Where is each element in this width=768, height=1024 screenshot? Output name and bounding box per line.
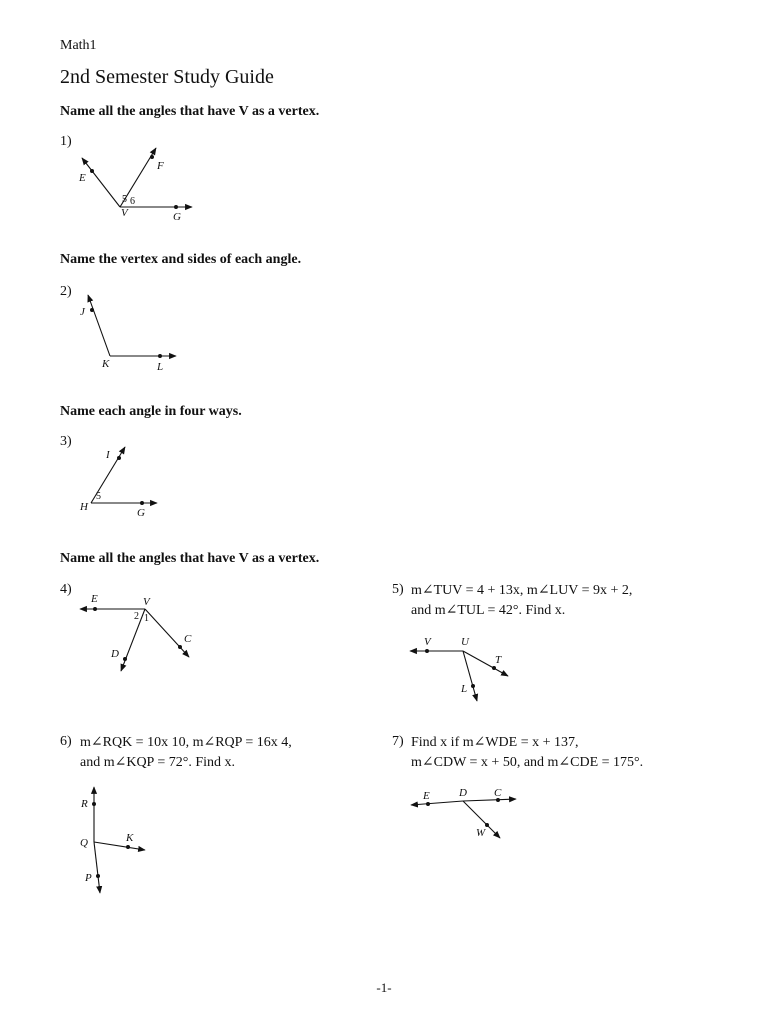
label-k: K <box>102 358 110 370</box>
angle-label-5: 5 <box>96 491 101 502</box>
label-e: E <box>91 593 98 605</box>
label-r: R <box>81 798 88 810</box>
problem-5-line-1: m∠TUV = 4 + 13x, m∠LUV = 9x + 2, <box>411 583 633 598</box>
label-t: T <box>495 654 502 666</box>
page-number: -1- <box>376 980 392 995</box>
label-g: G <box>137 507 145 519</box>
label-v: V <box>143 596 150 608</box>
angle-label-2: 2 <box>134 611 139 622</box>
instruction-1: Name all the angles that have V as a vertex. <box>60 104 320 119</box>
problem-4-number: 4) <box>60 582 72 597</box>
label-i: I <box>106 449 110 461</box>
angle-label-5: 5 <box>122 194 127 205</box>
label-k: K <box>126 832 134 844</box>
problem-5-number: 5) <box>392 582 404 597</box>
problem-7-line-1: Find x if m∠WDE = x + 137, <box>411 735 579 750</box>
label-l: L <box>157 361 164 373</box>
angle-label-1: 1 <box>144 613 149 624</box>
course-name: Math1 <box>60 38 97 53</box>
problem-3-number: 3) <box>60 434 72 449</box>
problem-6-number: 6) <box>60 734 72 749</box>
label-v: V <box>121 207 128 219</box>
label-e: E <box>423 790 430 802</box>
problem-5-line-2: and m∠TUL = 42°. Find x. <box>411 603 566 618</box>
label-j: J <box>80 306 85 318</box>
label-h: H <box>80 501 88 513</box>
label-q: Q <box>80 837 88 849</box>
problem-1-number: 1) <box>60 134 72 149</box>
label-w: W <box>476 827 486 839</box>
ray-de <box>411 801 463 805</box>
instruction-2: Name the vertex and sides of each angle. <box>60 252 302 267</box>
problem-6-line-2: and m∠KQP = 72°. Find x. <box>80 755 235 770</box>
label-d: D <box>459 787 467 799</box>
label-l: L <box>461 683 468 695</box>
label-e: E <box>79 172 86 184</box>
label-u: U <box>461 636 469 648</box>
problem-7-number: 7) <box>392 734 404 749</box>
problem-2-number: 2) <box>60 284 72 299</box>
instruction-4: Name all the angles that have V as a vertex. <box>60 551 320 566</box>
ray-dc <box>463 799 516 801</box>
label-d: D <box>111 648 119 660</box>
label-g: G <box>173 211 181 223</box>
label-f: F <box>157 160 164 172</box>
page-title: 2nd Semester Study Guide <box>60 66 274 88</box>
label-v: V <box>424 636 431 648</box>
angle-label-6: 6 <box>130 196 135 207</box>
label-c: C <box>184 633 192 645</box>
label-c: C <box>494 787 502 799</box>
instruction-3: Name each angle in four ways. <box>60 404 242 419</box>
label-p: P <box>85 872 92 884</box>
problem-7-line-2: m∠CDW = x + 50, and m∠CDE = 175°. <box>411 755 644 770</box>
problem-6-line-1: m∠RQK = 10x 10, m∠RQP = 16x 4, <box>80 735 292 750</box>
